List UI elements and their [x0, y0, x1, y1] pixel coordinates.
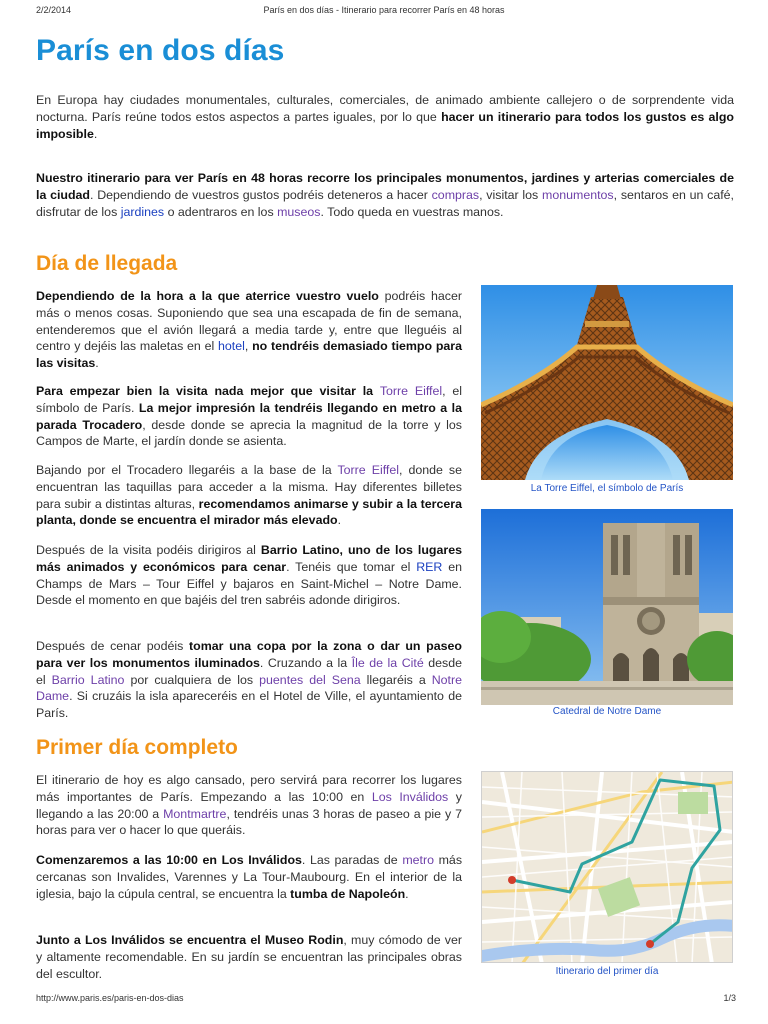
- heading-primer-dia-completo: Primer día completo: [36, 736, 238, 759]
- eiffel-caption: La Torre Eiffel, el símbolo de París: [530, 483, 684, 494]
- link-barrio-latino-2[interactable]: Barrio Latino: [51, 672, 125, 687]
- link-los-invalidos[interactable]: Los Inválidos: [371, 789, 449, 804]
- link-monumentos[interactable]: monumentos: [446, 171, 524, 185]
- intro-paragraph-2: Nuestro itinerario para ver París en 48 horas recorre los principales monumentos, jardines y arterias comerciales de la ciudad. Dependiendo de vuestros gustos podréis deteneros a hacer compras, visitar los monumentos, sentaros en un café, disfrutar de los jardines o adentraros en los museos. Todo queda en vuestras manos.: [36, 171, 735, 219]
- link-torre-eiffel[interactable]: Torre Eiffel: [379, 384, 443, 398]
- link-montmartre[interactable]: Montmartre: [163, 806, 227, 821]
- print-date: 2/2/2014: [36, 5, 72, 15]
- link-los-invalidos-2[interactable]: Los Inválidos: [221, 853, 302, 867]
- print-page-title: París en dos días - Itinerario para recorrer París en 48 horas: [263, 5, 505, 15]
- link-los-invalidos-3[interactable]: Los Inválidos: [84, 933, 165, 947]
- section2-paragraph-1: El itinerario de hoy es algo cansado, pero servirá para recorrer los lugares más importantes de París. Empezando a las 10:00 en Los Inválidos y llegando a las 20:00 a Montmartre, tendréis unas 3 horas de paseo a pie y 7 horas para ver o hacer lo que queráis.: [36, 773, 463, 838]
- page-title: París en dos días: [36, 34, 285, 67]
- section2-paragraph-2: Comenzaremos a las 10:00 en Los Inválidos. Las paradas de metro más cercanas son Invalides, Varennes y La Tour-Maubourg. En el interior de la iglesia, bajo la cúpula central, se encuentra la tumba de Napoleón.: [36, 853, 463, 901]
- link-metro-2[interactable]: metro: [402, 853, 434, 867]
- eiffel-tower-photo: [481, 285, 733, 480]
- itinerary-map: [481, 771, 733, 963]
- link-notre-dame[interactable]: Notre Dame: [36, 672, 463, 704]
- link-museos[interactable]: museos: [277, 204, 321, 219]
- link-compras[interactable]: compras: [431, 187, 480, 202]
- heading-dia-de-llegada: Día de llegada: [36, 252, 178, 275]
- section1-paragraph-5: Después de cenar podéis tomar una copa por la zona o dar un paseo para ver los monumentos iluminados. Cruzando a la Île de la Cité desde el Barrio Latino por cualquiera de los puentes del Sena llegaréis a Notre Dame. Si cruzáis la isla apareceréis en el Hotel de Ville, el ayuntamiento de París.: [36, 639, 463, 721]
- link-arterias-comerciales[interactable]: arterias comerciales: [594, 171, 716, 185]
- link-jardines-2[interactable]: jardines: [120, 204, 165, 219]
- notre-dame-caption: Catedral de Notre Dame: [552, 706, 662, 717]
- link-hotel[interactable]: hotel: [218, 339, 245, 354]
- link-rer[interactable]: RER: [416, 559, 443, 574]
- link-ile-de-la-cite[interactable]: Île de la Cité: [351, 655, 424, 670]
- print-footer: [0, 993, 768, 1009]
- intro-paragraph-1: En Europa hay ciudades monumentales, culturales, comerciales, de animado ambiente callejero o de sorprendente vida nocturna. París reúne todos estos aspectos a partes iguales, por lo que hacer un itinerario para todos los gustos es algo imposible.: [36, 93, 734, 141]
- page-number: 1/3: [723, 993, 736, 1003]
- section1-paragraph-1: Dependiendo de la hora a la que aterrice vuestro vuelo podréis hacer más o menos cosas. Suponiendo que sea una escapada de fin de semana, entenderemos que el avión llegará a media tarde y, entre que lleguéis al centro y dejéis las maletas en el hotel, no tendréis demasiado tiempo para las visitas.: [36, 289, 462, 371]
- section1-paragraph-4: Después de la visita podéis dirigiros al Barrio Latino, uno de los lugares más animados y económicos para cenar. Tenéis que tomar el RER en Champs de Mars – Tour Eiffel y bajaros en Saint-Michel – Notre Dame. Desde el momento en que bajéis del tren sabréis adonde dirigiros.: [36, 543, 462, 608]
- section2-paragraph-3: Junto a Los Inválidos se encuentra el Museo Rodin, muy cómodo de ver y altamente recomendable. En su jardín se encuentran las principales obras del escultor.: [36, 933, 462, 981]
- map-caption: Itinerario del primer día: [555, 966, 659, 977]
- section1-paragraph-3: Bajando por el Trocadero llegaréis a la base de la Torre Eiffel, donde se encuentran las taquillas para acceder a la misma. Hay diferentes billetes para subir a distintas alturas, recomendamos animarse y subir a la tercera planta, donde se encuentra el mirador más elevado.: [36, 463, 462, 528]
- print-url: http://www.paris.es/paris-en-dos-dias: [36, 993, 184, 1003]
- link-puentes-del-sena[interactable]: puentes del Sena: [259, 672, 361, 687]
- notre-dame-photo: [481, 509, 733, 705]
- section1-paragraph-2: Para empezar bien la visita nada mejor que visitar la Torre Eiffel, el símbolo de París. La mejor impresión la tendréis llegando en metro a la parada Trocadero, desde donde se aprecia la magnitud de la torre y los Campos de Marte, el jardín donde se asienta.: [36, 384, 463, 449]
- link-museo-rodin[interactable]: Museo Rodin: [264, 933, 344, 947]
- link-vuelo[interactable]: vuelo: [346, 289, 379, 303]
- link-metro[interactable]: metro: [401, 400, 436, 415]
- link-barrio-latino[interactable]: Barrio Latino: [260, 543, 340, 557]
- link-torre-eiffel-2[interactable]: Torre Eiffel: [337, 463, 400, 477]
- link-monumentos-2[interactable]: monumentos: [542, 187, 614, 202]
- link-jardines[interactable]: jardines: [531, 171, 580, 185]
- print-header: [0, 3, 768, 21]
- link-cenar[interactable]: cenar: [253, 559, 287, 574]
